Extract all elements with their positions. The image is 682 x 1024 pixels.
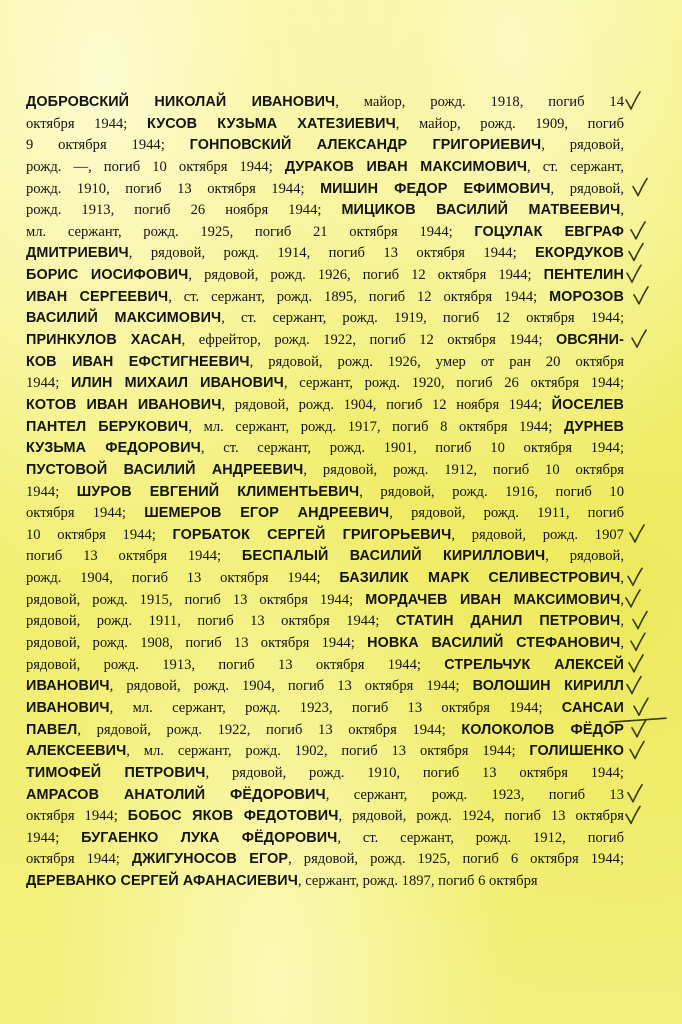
person-name: МИШИН ФЕДОР ЕФИМОВИЧ	[320, 180, 551, 197]
text-line	[26, 741, 624, 763]
person-name: ИВАНОВИЧ	[26, 678, 110, 695]
entry-details: погиб 13 октября 1944;	[26, 548, 242, 565]
person-name: ГОРБАТОК СЕРГЕЙ ГРИГОРЬЕВИЧ	[172, 526, 452, 543]
entry-details: 10 октября 1944;	[26, 526, 173, 543]
person-name: БУГАЕНКО ЛУКА ФЁДОРОВИЧ	[81, 829, 338, 846]
person-name: ПАВЕЛ	[26, 721, 78, 738]
person-name: ДУРАКОВ ИВАН МАКСИМОВИЧ	[284, 158, 528, 175]
person-name: ОВСЯНИ-	[556, 332, 625, 349]
entry-details: , сержант, рожд. 1897, погиб 6 октября	[297, 873, 538, 890]
person-name: ПРИНКУЛОВ ХАСАН	[26, 332, 182, 349]
entry-details: , рядовой, рожд. 1922, погиб 13 октября 1944;	[77, 721, 462, 738]
text-line	[26, 503, 624, 525]
text-line	[26, 395, 624, 417]
person-name: ВАСИЛИЙ МАКСИМОВИЧ	[26, 310, 222, 327]
entry-details: рядовой, рожд. 1908, погиб 13 октября 1944;	[26, 635, 368, 652]
entry-details: , рядовой, рожд. 1916, погиб 10	[359, 483, 624, 500]
entry-details: мл. сержант, рожд. 1925, погиб 21 октября 1944;	[26, 223, 475, 240]
entry-details: , майор, рожд. 1918, погиб 14	[335, 94, 624, 110]
entry-details: рожд. —, погиб 10 октября 1944;	[26, 158, 285, 175]
text-line	[26, 265, 624, 287]
entry-details: , рядовой, рожд. 1912, погиб 10 октября	[303, 461, 624, 478]
person-name: ДОБРОВСКИЙ НИКОЛАЙ ИВАНОВИЧ	[26, 94, 336, 110]
text-line	[26, 633, 624, 655]
text-line	[26, 482, 624, 504]
person-name: МОРОЗОВ	[549, 288, 624, 305]
text-line	[26, 114, 624, 136]
text-line	[26, 568, 624, 590]
entry-details: октября 1944;	[26, 505, 145, 522]
person-name: БЕСПАЛЫЙ ВАСИЛИЙ КИРИЛЛОВИЧ	[241, 548, 546, 565]
checkmark-icon	[626, 590, 640, 607]
checkmark-icon	[632, 720, 646, 737]
entry-details: 1944;	[26, 483, 77, 500]
entry-details: , рядовой, рожд. 1907	[451, 526, 624, 543]
checkmark-icon	[627, 265, 641, 282]
entry-details: , мл. сержант, рожд. 1902, погиб 13 октября 1944;	[126, 743, 530, 760]
checkmark-icon	[629, 655, 643, 672]
person-name: АЛЕКСЕЕВИЧ	[26, 743, 127, 760]
person-name: БОБОС ЯКОВ ФЕДОТОВИЧ	[127, 808, 339, 825]
text-line	[26, 611, 624, 633]
text-line	[26, 460, 624, 482]
checkmark-icon	[634, 287, 648, 304]
person-name: СТАТИН ДАНИЛ ПЕТРОВИЧ	[395, 613, 621, 630]
text-line	[26, 828, 624, 850]
checkmark-icon	[631, 633, 645, 650]
person-name: ГОЦУЛАК ЕВГРАФ	[474, 223, 625, 240]
text-line	[26, 438, 624, 460]
entry-details: , рядовой, рожд. 1926, погиб 12 октября 1944;	[188, 267, 544, 284]
person-name: ЕКОРДУКОВ	[535, 245, 624, 262]
entry-details: ,	[620, 570, 624, 587]
text-line	[26, 330, 624, 352]
person-name: ЙОСЕЛЕВ	[551, 396, 624, 413]
entry-details: , ст. сержант, рожд. 1912, погиб	[337, 829, 625, 846]
entry-details: , ст. сержант, рожд. 1901, погиб 10 октября 1944;	[200, 440, 624, 457]
checkmark-icon	[627, 677, 641, 694]
person-name: КУСОВ КУЗЬМА ХАТЕЗИЕВИЧ	[146, 115, 396, 132]
person-name: ГОНПОВСКИЙ АЛЕКСАНДР ГРИГОРИЕВИЧ	[189, 137, 542, 154]
entry-details: рядовой, рожд. 1913, погиб 13 октября 1944;	[26, 656, 445, 673]
person-name: БАЗИЛИК МАРК СЕЛИВЕСТРОВИЧ	[339, 570, 621, 587]
person-name: ТИМОФЕЙ ПЕТРОВИЧ	[26, 764, 206, 781]
entry-details: 1944;	[26, 375, 71, 392]
entry-details: , рядовой,	[550, 180, 624, 197]
person-name: КУЗЬМА ФЕДОРОВИЧ	[26, 440, 201, 457]
person-name: ДЕРЕВАНКО СЕРГЕЙ АФАНАСИЕВИЧ	[26, 873, 298, 890]
entry-details: , мл. сержант, рожд. 1917, погиб 8 октября 1944;	[188, 418, 565, 435]
person-name: КОТОВ ИВАН ИВАНОВИЧ	[26, 396, 222, 413]
checkmark-icon	[632, 330, 646, 347]
text-line	[26, 806, 624, 828]
entry-details: ,	[620, 635, 625, 652]
text-line	[26, 525, 624, 547]
entry-details: , рядовой, рожд. 1904, погиб 13 октября 1944;	[109, 678, 473, 695]
entry-details: ,	[620, 591, 625, 608]
entry-details: рожд. 1913, погиб 26 ноября 1944;	[26, 202, 342, 219]
text-line	[26, 135, 624, 157]
person-name: ДЖИГУНОСОВ ЕГОР	[131, 851, 289, 868]
checkmark-icon	[628, 568, 642, 585]
text-line	[26, 698, 624, 720]
checkmark-icon	[626, 806, 640, 823]
checkmark-icon	[628, 785, 642, 802]
person-name: САНСАИ	[561, 699, 624, 716]
entry-details: 1944;	[26, 829, 82, 846]
entry-details: , рядовой, рожд. 1924, погиб 13 октября	[338, 808, 624, 825]
text-line	[26, 655, 624, 677]
checkmark-icon	[633, 612, 647, 629]
entry-details: , рядовой,	[545, 548, 624, 565]
memorial-list-text	[26, 92, 624, 893]
entry-details: октября 1944;	[26, 115, 147, 132]
entry-details: рожд. 1904, погиб 13 октября 1944;	[26, 570, 340, 587]
entry-details: рожд. 1910, погиб 13 октября 1944;	[26, 180, 321, 197]
text-line	[26, 243, 624, 265]
entry-details: , ст. сержант,	[527, 158, 624, 175]
person-name: МОРДАЧЕВ ИВАН МАКСИМОВИЧ	[365, 591, 621, 608]
person-name: ПЕНТЕЛИН	[543, 267, 624, 284]
text-line	[26, 849, 624, 871]
person-name: ПАНТЕЛ БЕРУКОВИЧ	[26, 418, 189, 435]
person-name: АМРАСОВ АНАТОЛИЙ ФЁДОРОВИЧ	[26, 786, 326, 803]
entry-details: , рядовой,	[541, 137, 625, 154]
entry-details: , майор, рожд. 1909, погиб	[395, 115, 624, 132]
checkmark-icon	[631, 222, 645, 239]
person-name: БОРИС ИОСИФОВИЧ	[26, 267, 189, 284]
text-line	[26, 308, 624, 330]
text-line	[26, 785, 624, 807]
person-name: ГОЛИШЕНКО	[529, 743, 624, 760]
text-line	[26, 287, 624, 309]
text-line	[26, 373, 624, 395]
entry-details: ,	[620, 202, 624, 219]
entry-details: октября 1944;	[26, 851, 132, 868]
person-name: ВОЛОШИН КИРИЛЛ	[472, 678, 624, 695]
entry-details: , рядовой, рожд. 1910, погиб 13 октября 1944;	[205, 764, 624, 781]
text-line	[26, 222, 624, 244]
text-line	[26, 871, 624, 893]
entry-details: , ефрейтор, рожд. 1922, погиб 12 октября 1944;	[181, 332, 556, 349]
checkmark-icon	[629, 244, 643, 261]
person-name: СТРЕЛЬЧУК АЛЕКСЕЙ	[444, 656, 624, 673]
entry-details: , рядовой, рожд. 1911, погиб	[389, 505, 625, 522]
text-line	[26, 352, 624, 374]
checkmark-icon	[630, 742, 644, 759]
text-line	[26, 676, 624, 698]
text-line	[26, 179, 624, 201]
entry-details: , рядовой, рожд. 1925, погиб 6 октября 1944;	[288, 851, 624, 868]
text-line	[26, 157, 624, 179]
person-name: ИВАНОВИЧ	[26, 699, 110, 716]
person-name: ШУРОВ ЕВГЕНИЙ КЛИМЕНТЬЕВИЧ	[76, 483, 360, 500]
entry-details: , мл. сержант, рожд. 1923, погиб 13 октября 1944;	[109, 699, 562, 716]
entry-details: , сержант, рожд. 1920, погиб 26 октября 1944;	[283, 375, 625, 392]
checkmark-icon	[630, 525, 644, 542]
text-line	[26, 720, 624, 742]
text-line	[26, 763, 624, 785]
entry-details: , рядовой, рожд. 1926, умер от ран 20 октября	[249, 353, 624, 370]
person-name: ДМИТРИЕВИЧ	[26, 245, 129, 262]
text-line	[26, 590, 624, 612]
entry-details: октября 1944;	[26, 808, 128, 825]
entry-details: , ст. сержант, рожд. 1919, погиб 12 октября 1944;	[221, 310, 624, 327]
text-line	[26, 546, 624, 568]
checkmark-icon	[626, 92, 640, 109]
person-name: МИЦИКОВ ВАСИЛИЙ МАТВЕЕВИЧ	[341, 202, 621, 219]
entry-details: рядовой, рожд. 1911, погиб 13 октября 1944;	[26, 613, 396, 630]
entry-details: 9 октября 1944;	[26, 137, 190, 154]
entry-details: рядовой, рожд. 1915, погиб 13 октября 1944;	[26, 591, 366, 608]
person-name: ИВАН СЕРГЕЕВИЧ	[26, 288, 169, 305]
person-name: КОЛОКОЛОВ ФЁДОР	[461, 721, 624, 738]
person-name: КОВ ИВАН ЕФСТИГНЕЕВИЧ	[26, 353, 250, 370]
text-line	[26, 92, 624, 114]
entry-details: , ст. сержант, рожд. 1895, погиб 12 октября 1944;	[168, 288, 550, 305]
person-name: ИЛИН МИХАИЛ ИВАНОВИЧ	[70, 375, 284, 392]
text-line	[26, 200, 624, 222]
entry-details: , рядовой, рожд. 1904, погиб 12 ноября 1944;	[221, 396, 552, 413]
person-name: ПУСТОВОЙ ВАСИЛИЙ АНДРЕЕВИЧ	[26, 461, 304, 478]
text-line	[26, 417, 624, 439]
entry-details: , рядовой, рожд. 1914, погиб 13 октября 1944;	[128, 245, 536, 262]
person-name: НОВКА ВАСИЛИЙ СТЕФАНОВИЧ	[367, 635, 621, 652]
person-name: ДУРНЕВ	[564, 418, 624, 435]
person-name: ШЕМЕРОВ ЕГОР АНДРЕЕВИЧ	[144, 505, 390, 522]
checkmark-icon	[633, 179, 647, 196]
entry-details: ,	[620, 613, 624, 630]
entry-details: , сержант, рожд. 1923, погиб 13	[325, 786, 625, 803]
